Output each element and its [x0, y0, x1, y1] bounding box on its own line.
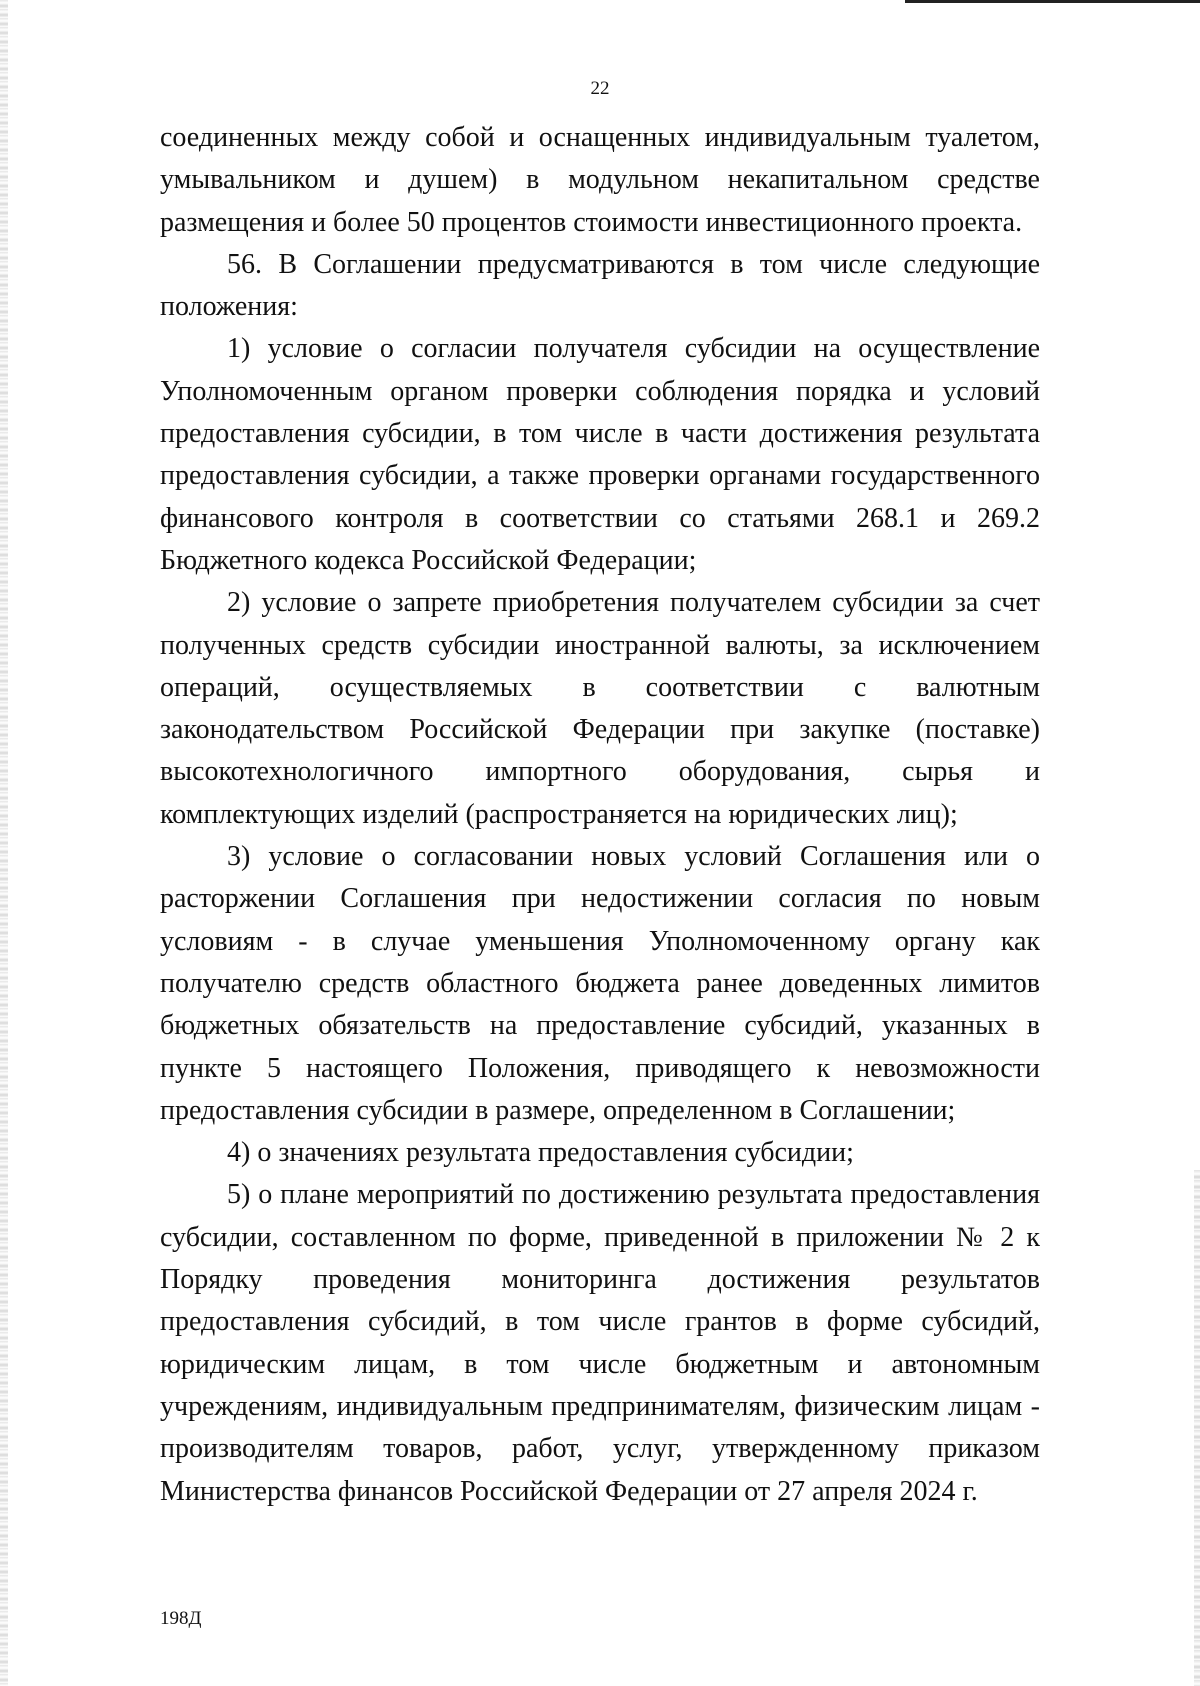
- paragraph-subitem-5: 5) о плане мероприятий по достижению результата предоставления субсидии, составленном по форме, приведенной в приложении № 2 к Порядку проведения мониторинга достижения результатов предоставления субсидий, в том числе грантов в форме субсидий, юридическим лицам, в том числе бюджетным и автономным учреждениям, индивидуальным предпринимателям, физическим лицам - производителям товаров, работ, услуг, утвержденному приказом Министерства финансов Российской Федерации от 27 апреля 2024 г.: [160, 1179, 1040, 1507]
- paragraph-subitem-4: 4) о значениях результата предоставления субсидии;: [227, 1137, 854, 1169]
- scan-edge-right: [1194, 1170, 1200, 1686]
- paragraph-subitem-2: 2) условие о запрете приобретения получателем субсидии за счет полученных средств субсидии иностранной валюты, за исключением операций, осуществляемых в соответствии с валютным законодательством Российской Федерации при закупке (поставке) высокотехнологичного импортного оборудования, сырья и комплектующих изделий (распространяется на юридических лиц);: [160, 587, 1040, 830]
- page-number: 22: [590, 78, 610, 99]
- paragraph-subitem-3: 3) условие о согласовании новых условий Соглашения или о расторжении Соглашения при недостижении согласия по новым условиям - в случае уменьшения Уполномоченному органу как получателю средств областного бюджета ранее доведенных лимитов бюджетных обязательств на предоставление субсидий, указанных в пункте 5 настоящего Положения, приводящего к невозможности предоставления субсидии в размере, определенном в Соглашении;: [160, 841, 1040, 1126]
- scan-edge-left: [0, 0, 8, 1686]
- document-body: [160, 117, 1040, 1513]
- paragraph-item-56: 56. В Соглашении предусматриваются в том числе следующие положения:: [160, 248, 1040, 323]
- top-rule-line: [905, 0, 1200, 3]
- footer-document-code: 198Д: [160, 1608, 202, 1629]
- paragraph-subitem-1: 1) условие о согласии получателя субсидии на осуществление Уполномоченным органом проверки соблюдения порядка и условий предоставления субсидии, в том числе в части достижения результата предоставления субсидии, а также проверки органами государственного финансового контроля в соответствии со статьями 268.1 и 269.2 Бюджетного кодекса Российской Федерации;: [160, 333, 1040, 576]
- paragraph-continuation: соединенных между собой и оснащенных индивидуальным туалетом, умывальником и душем) в модульном некапитальном средстве размещения и более 50 процентов стоимости инвестиционного проекта.: [160, 122, 1040, 238]
